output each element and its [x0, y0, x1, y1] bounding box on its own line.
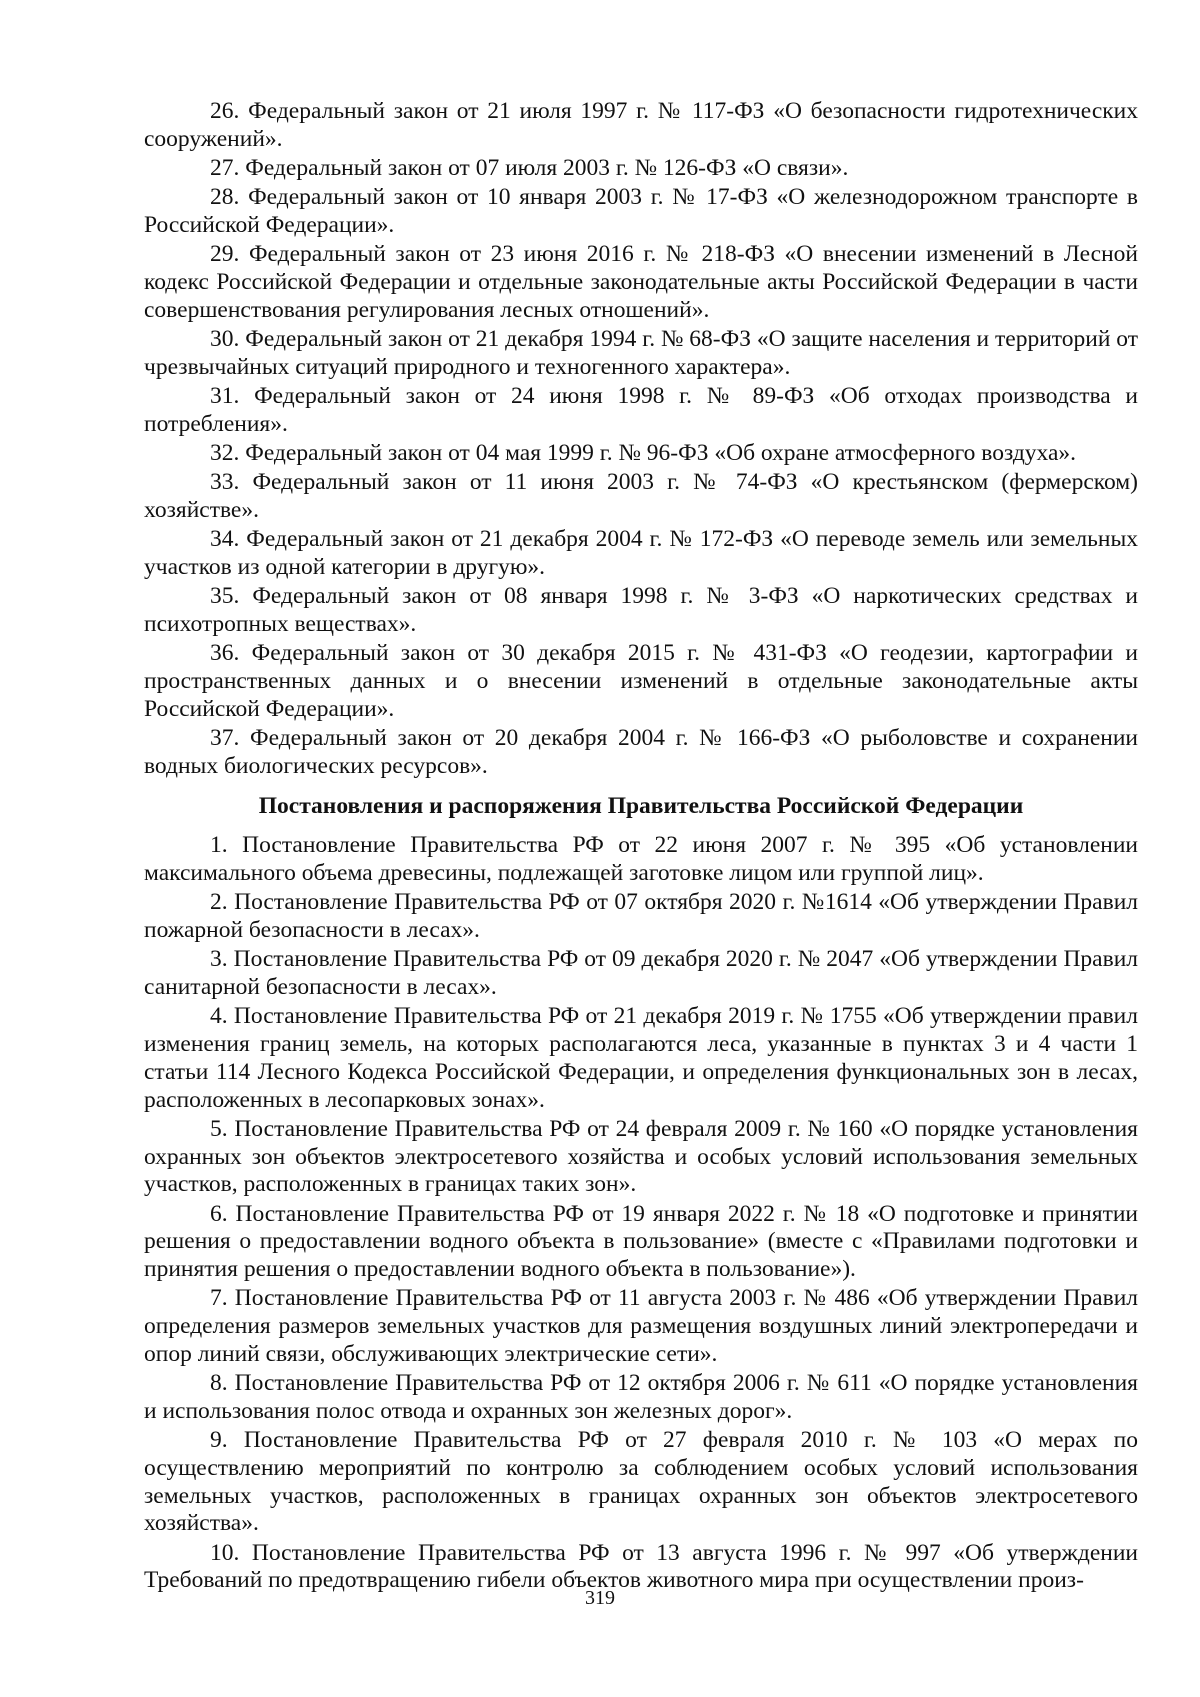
- resolution-item-10: 10. Постановление Правительства РФ от 13 августа 1996 г. № 997 «Об утверждении Требований по предотвращению гибели объектов животного мира при осуществлении произ-: [144, 1539, 1138, 1594]
- law-item-37: 37. Федеральный закон от 20 декабря 2004 г. № 166-ФЗ «О рыболовстве и сохранении водных биологических ресурсов».: [144, 724, 1138, 779]
- law-item-34: 34. Федеральный закон от 21 декабря 2004 г. № 172-ФЗ «О переводе земель или земельных участков из одной категории в другую».: [144, 526, 1138, 580]
- resolution-item-9: 9. Постановление Правительства РФ от 27 февраля 2010 г. № 103 «О мерах по осуществлению мероприятий по контролю за соблюдением особых условий использования земельных участков, расположенных в границах охранных зон объектов электросетевого хозяйства».: [144, 1427, 1138, 1537]
- law-item-30: 30. Федеральный закон от 21 декабря 1994 г. № 68-ФЗ «О защите населения и территорий от чрезвычайных ситуаций природного и техногенного характера».: [144, 325, 1138, 380]
- law-item-36: 36. Федеральный закон от 30 декабря 2015 г. № 431-ФЗ «О геодезии, картографии и пространственных данных и о внесении изменений в отдельные законодательные акты Российской Федерации».: [144, 640, 1138, 722]
- resolution-item-3: 3. Постановление Правительства РФ от 09 декабря 2020 г. № 2047 «Об утверждении Правил санитарной безопасности в лесах».: [144, 946, 1138, 1000]
- law-item-35: 35. Федеральный закон от 08 января 1998 г. № 3-ФЗ «О наркотических средствах и психотропных веществах».: [144, 583, 1138, 637]
- law-item-32: 32. Федеральный закон от 04 мая 1999 г. № 96-ФЗ «Об охране атмосферного воздуха».: [210, 439, 1077, 466]
- law-item-33: 33. Федеральный закон от 11 июня 2003 г. № 74-ФЗ «О крестьянском (фермерском) хозяйстве».: [144, 469, 1138, 523]
- resolution-item-4: 4. Постановление Правительства РФ от 21 декабря 2019 г. № 1755 «Об утверждении правил изменения границ земель, на которых располагаются леса, указанные в пунктах 3 и 4 части 1 статьи 114 Лесного Кодекса Российской Федерации, и определения функциональных зон в лесах, расположенных в лесопарковых зонах».: [144, 1003, 1138, 1113]
- law-item-27: 27. Федеральный закон от 07 июля 2003 г. № 126-ФЗ «О связи».: [210, 154, 849, 181]
- law-item-28: 28. Федеральный закон от 10 января 2003 г. № 17-ФЗ «О железнодорожном транспорте в Российской Федерации».: [144, 184, 1138, 238]
- resolution-item-8: 8. Постановление Правительства РФ от 12 октября 2006 г. № 611 «О порядке установления и использования полос отвода и охранных зон железных дорог».: [144, 1370, 1138, 1424]
- resolution-item-1: 1. Постановление Правительства РФ от 22 июня 2007 г. № 395 «Об установлении максимального объема древесины, подлежащей заготовке лицом или группой лиц».: [144, 832, 1138, 887]
- law-item-29: 29. Федеральный закон от 23 июня 2016 г. № 218-ФЗ «О внесении изменений в Лесной кодекс Российской Федерации и отдельные законодательные акты Российской Федерации в части совершенствования регулирования лесных отношений».: [144, 241, 1138, 323]
- law-item-26: 26. Федеральный закон от 21 июля 1997 г. № 117-ФЗ «О безопасности гидротехнических сооружений».: [144, 98, 1138, 152]
- page-number: 319: [585, 1587, 615, 1609]
- resolution-item-6: 6. Постановление Правительства РФ от 19 января 2022 г. № 18 «О подготовке и принятии решения о предоставлении водного объекта в пользование» (вместе с «Правилами подготовки и принятия решения о предоставлении водного объекта в пользование»).: [144, 1200, 1138, 1283]
- law-item-31: 31. Федеральный закон от 24 июня 1998 г. № 89-ФЗ «Об отходах производства и потребления».: [144, 382, 1138, 437]
- section-heading: Постановления и распоряжения Правительства Российской Федерации: [258, 793, 1024, 820]
- resolution-item-5: 5. Постановление Правительства РФ от 24 февраля 2009 г. № 160 «О порядке установления охранных зон объектов электросетевого хозяйства и особых условий использования земельных участков, расположенных в границах таких зон».: [144, 1115, 1138, 1198]
- resolution-item-2: 2. Постановление Правительства РФ от 07 октября 2020 г. №1614 «Об утверждении Правил пожарной безопасности в лесах».: [144, 889, 1138, 943]
- document-page: [144, 98, 1138, 1597]
- resolution-item-7: 7. Постановление Правительства РФ от 11 августа 2003 г. № 486 «Об утверждении Правил определения размеров земельных участков для размещения воздушных линий электропередачи и опор линий связи, обслуживающих электрические сети».: [144, 1285, 1138, 1367]
